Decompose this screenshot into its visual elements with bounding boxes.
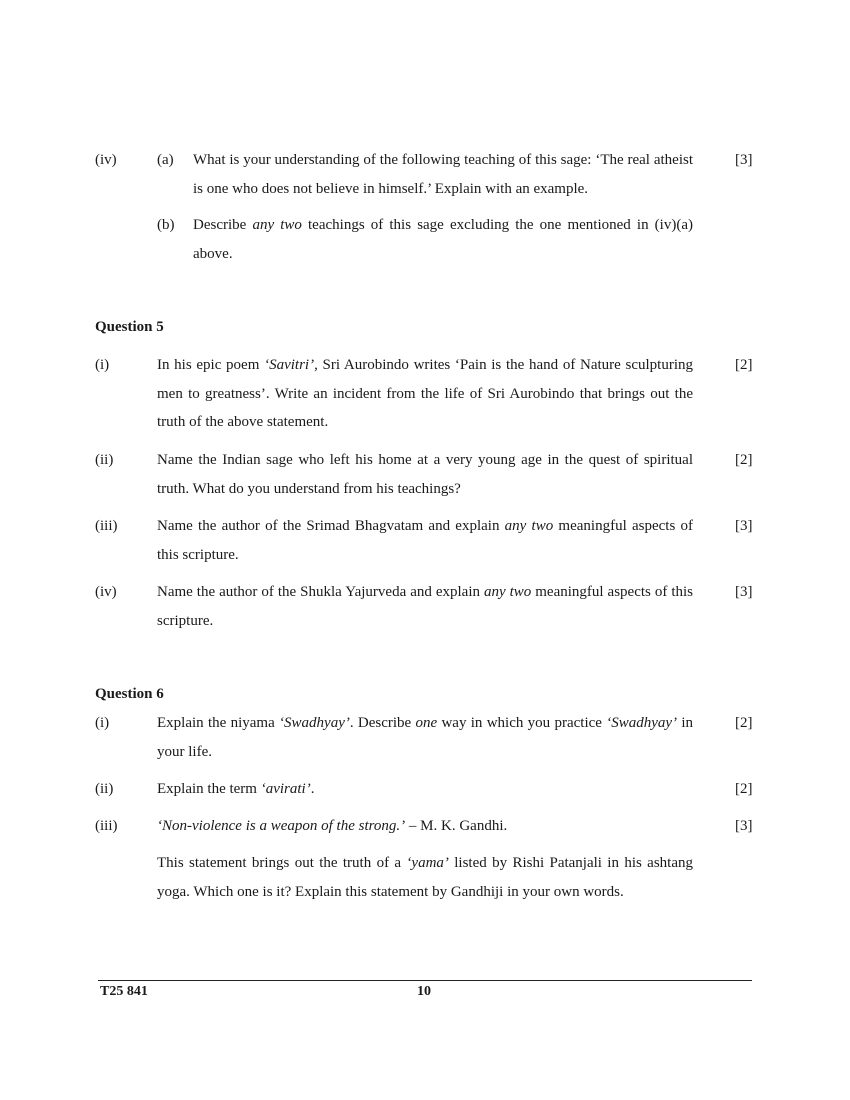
question-6-heading: Question 6 <box>95 686 164 702</box>
sub-label-b: (b) <box>157 217 175 233</box>
item-number: (i) <box>95 715 110 731</box>
question-text: In his epic poem ‘Savitri’, Sri Aurobindo writes ‘Pain is the hand of Nature sculpturing men to greatness’. Write an incident from the life of Sri Aurobindo that brings out the truth of the above statement. <box>157 357 694 430</box>
item-number: (iv) <box>95 584 117 600</box>
marks-label: [2] <box>735 452 753 468</box>
question-text: Name the Indian sage who left his home at a very young age in the quest of spiritual truth. What do you understand from his teachings? <box>157 452 693 497</box>
question-5-heading: Question 5 <box>95 319 164 335</box>
marks-label: [3] <box>735 584 753 600</box>
question-text: This statement brings out the truth of a ‘yama’ listed by Rishi Patanjali in his ashtang yoga. Which one is it? Explain this statement by Gandhiji in your own words. <box>157 855 694 900</box>
sub-label-a: (a) <box>157 152 174 168</box>
marks-label: [3] <box>735 518 753 534</box>
item-number: (ii) <box>95 781 114 797</box>
marks-label: [2] <box>735 357 753 373</box>
question-text: Explain the niyama ‘Swadhyay’. Describe one way in which you practice ‘Swadhyay’ in your life. <box>157 715 694 760</box>
question-text: Describe any two teachings of this sage excluding the one mentioned in (iv)(a) above. <box>193 217 693 262</box>
question-text: Explain the term ‘avirati’. <box>157 781 315 797</box>
item-number: (iv) <box>95 152 117 168</box>
footer-rule <box>98 980 752 981</box>
item-number: (iii) <box>95 818 118 834</box>
question-text: What is your understanding of the following teaching of this sage: ‘The real atheist is one who does not believe in himself.’ Explain with an example. <box>193 152 693 197</box>
item-number: (iii) <box>95 518 118 534</box>
question-text: Name the author of the Shukla Yajurveda and explain any two meaningful aspects of this scripture. <box>157 584 693 629</box>
marks-label: [3] <box>735 818 753 834</box>
page-number: 10 <box>417 984 431 999</box>
quote-text: ‘Non-violence is a weapon of the strong.’ – M. K. Gandhi. <box>157 818 508 834</box>
marks-label: [2] <box>735 715 753 731</box>
marks-label: [3] <box>735 152 753 168</box>
marks-label: [2] <box>735 781 753 797</box>
item-number: (ii) <box>95 452 114 468</box>
paper-code: T25 841 <box>100 984 148 999</box>
question-text: Name the author of the Srimad Bhagvatam and explain any two meaningful aspects of this scripture. <box>157 518 693 563</box>
item-number: (i) <box>95 357 110 373</box>
